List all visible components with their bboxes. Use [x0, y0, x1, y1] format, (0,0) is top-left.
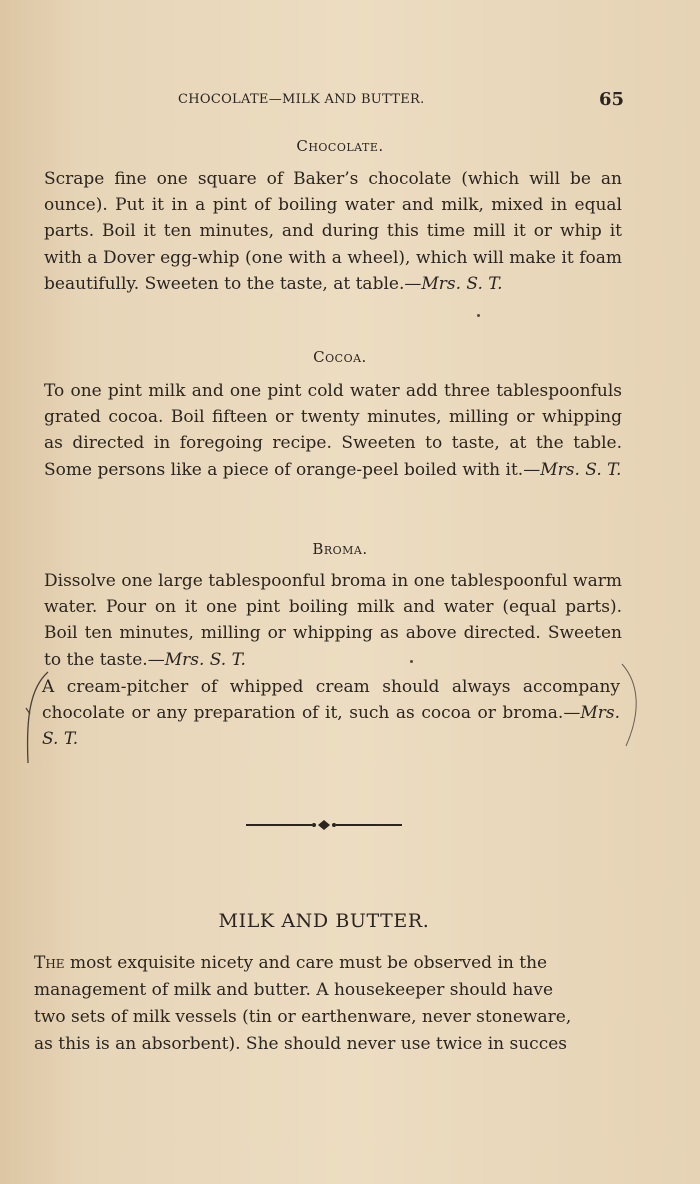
running-head: [178, 90, 628, 114]
ornamental-divider: [246, 817, 402, 833]
page-number: 65: [598, 89, 624, 110]
recipe-text: Dissolve one large tablespoonful broma in one tablespoonful warm water. Pour on it one pint boiling milk and water (equal parts). Boil ten minutes, milling or whipping as above directed. Sweeten to the taste.—: [44, 571, 622, 670]
section-title-chocolate: Chocolate.: [296, 137, 384, 155]
recipe-text: Scrape fine one square of Baker’s chocolate (which will be an ounce). Put it in a pint of boiling water and milk, mixed in equal parts. Boil it ten minutes, and during this time mill it or whip it with a Dover egg-whip (one with a wheel), which will make it foam beautifully. Sweeten to the taste, at table.—: [44, 169, 622, 294]
note-cream-pitcher: [42, 674, 620, 753]
lead-word: The: [34, 953, 65, 973]
note-text: A cream-pitcher of whipped cream should always accompany chocolate or any preparation of it, such as cocoa or broma.—: [42, 677, 620, 724]
pencil-bracket-right: [612, 660, 652, 750]
chapter-title: MILK AND BUTTER.: [218, 910, 430, 932]
recipe-broma: [44, 568, 622, 673]
ink-speck: [477, 314, 480, 317]
recipe-signature: Mrs. S. T.: [421, 273, 503, 294]
recipe-cocoa: [44, 378, 622, 483]
note-signature: Mrs. S. T.: [42, 703, 620, 750]
recipe-text: To one pint milk and one pint cold water add three tablespoonfuls grated cocoa. Boil fifteen or twenty minutes, milling or whipping as directed in foregoing recipe. Sweeten to taste, at the table. Some persons like a piece of orange-peel boiled with it.—: [44, 381, 622, 480]
section-title-broma: Broma.: [312, 540, 368, 558]
pencil-bracket-left: [18, 668, 58, 768]
ink-speck: [410, 660, 413, 663]
paragraph-line: as this is an absorbent). She should never use twice in succes: [34, 1034, 568, 1054]
running-title: CHOCOLATE—MILK AND BUTTER.: [178, 92, 425, 107]
paragraph-line: two sets of milk vessels (tin or earthenware, never stoneware,: [34, 1007, 572, 1027]
recipe-chocolate: [44, 166, 622, 297]
recipe-signature: Mrs. S. T.: [540, 459, 622, 480]
chapter-opening-paragraph: [34, 950, 614, 1058]
paragraph-line: management of milk and butter. A housekeeper should have: [34, 980, 554, 1000]
paragraph-line: The most exquisite nicety and care must be observed in the: [34, 953, 548, 973]
recipe-signature: Mrs. S. T.: [164, 649, 246, 670]
section-title-cocoa: Cocoa.: [313, 348, 367, 366]
